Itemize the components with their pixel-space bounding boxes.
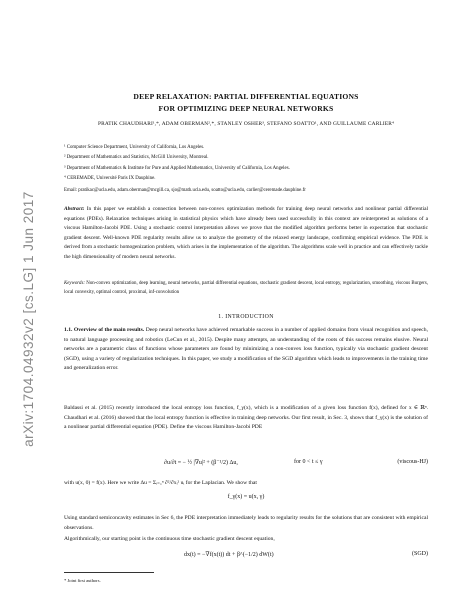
baldassi-paragraph: Baldassi et al. (2015) recently introduced the local entropy loss function, f_γ(x), which is a modification of a given loss function f(x), defined for x ∈ ℝⁿ. Chaudhari et al. (2016) showed that the local entropy function is effective in training deep networks. Our first result, in Sec. 3, shows that f_γ(x) is the solution of a nonlinear partial differential equation (PDE). Define the viscous Hamilton-Jacobi PDE: [64, 405, 428, 431]
paper-title: [64, 91, 428, 115]
abstract: [64, 205, 428, 262]
affiliation-2: ² Department of Mathematics and Statistics, McGill University, Montreal.: [64, 155, 209, 161]
affiliations: [64, 143, 428, 196]
eq1-label: (viscous-HJ): [397, 459, 428, 465]
overview-lead: 1.1. Overview of the main results.: [64, 327, 145, 333]
overview-text: Deep neural networks have achieved remarkable success in a number of applied domains from visual recognition and speech, to natural language processing and robotics (LeCun et al., 2015). Despite many attempts, an understanding of the roots of this success remains elusive. Neural networks are a parametric class of functions whose parameters are found by minimizing a non-convex loss function, typically via stochastic gradient descent (SGD), using a variety of regularization techniques. In this paper, we study a modification of the SGD algorithm which leads to improvements in the training time and generalization error.: [64, 327, 428, 372]
equation-sgd: [64, 549, 428, 565]
overview-paragraph: [64, 326, 428, 374]
affiliation-4: ⁴ CEREMADE, Université Paris IX Dauphine.: [64, 175, 156, 181]
title-line-1: DEEP RELAXATION: PARTIAL DIFFERENTIAL EQUATIONS: [133, 92, 359, 101]
eq1-after-text: with u(x, 0) = f(x). Here we write Δu = Σᵢ₌₁ⁿ ∂²/∂xᵢ² uᵢ for the Laplacian. We show that: [64, 480, 257, 486]
equation-fgamma: f_γ(x) = u(x, γ): [227, 494, 265, 500]
footnote: * Joint first authors.: [64, 578, 101, 583]
eq3-body: dx(t) = −∇f(x(t)) dt + β^(−1/2) dW(t): [184, 552, 274, 558]
keywords-text: Non-convex optimization, deep learning, neural networks, partial differential equations, stochastic gradient descent, local entropy, regularization, smoothing, viscous Burgers, local convexity, optimal control, proximal, inf-convolution: [64, 281, 428, 295]
author-list: PRATIK CHAUDHARI¹,*, ADAM OBERMAN²,*, STANLEY OSHER³, STEFANO SOATTO¹, AND GUILLAUME CARLIER⁴: [97, 121, 395, 127]
equation-viscous-hj: [64, 451, 428, 479]
eq1-lhs: ∂u/∂t = − ½ |∇u|² + (β⁻¹/2) Δu,: [164, 460, 238, 466]
section-heading: 1. INTRODUCTION: [218, 314, 274, 320]
footnote-rule: [64, 572, 154, 573]
eq1-condition: for 0 < t ≤ γ: [294, 459, 323, 465]
abstract-label: Abstract:: [64, 206, 85, 212]
keywords-label: Keywords:: [64, 281, 86, 286]
affiliation-1: ¹ Computer Science Department, University of California, Los Angeles.: [64, 145, 205, 150]
title-line-2: FOR OPTIMIZING DEEP NEURAL NETWORKS: [158, 104, 334, 113]
abstract-text: In this paper we establish a connection between non-convex optimization methods for training deep neural networks and nonlinear partial differential equations (PDEs). Relaxation techniques arising in statistical physics which have already been used successfully in this context are reinterpreted as solutions of a viscous Hamilton-Jacobi PDE. Using a stochastic control interpretation allows we prove that the modified algorithm performs better in expectation that stochastic gradient descent. Well-known PDE regularity results allow us to analyze the geometry of the relaxed energy landscape, confirming empirical evidence. The PDE is derived from a stochastic homogenization problem, which arises in the implementation of the algorithm. The algorithms scale well in practice and can effectively tackle the high dimensionality of modern neural networks.: [64, 206, 428, 260]
eq3-label: (SGD): [412, 551, 428, 557]
arxiv-identifier: arXiv:1704.04932v2 [cs.LG] 1 Jun 2017: [21, 191, 36, 447]
affiliation-3: ³ Department of Mathematics & Institute for Pure and Applied Mathematics, University of California, Los Angeles.: [64, 165, 290, 171]
semiconcavity-paragraph: Using standard semiconcavity estimates in Sec 6, the PDE interpretation immediately leads to regularity results for the solutions that are consistent with empirical observations.: [64, 515, 428, 531]
algorithm-paragraph: Algorithmically, our starting point is the continuous time stochastic gradient descent equation,: [64, 536, 275, 542]
email-line[interactable]: Email: pratikac@ucla.edu, adam.oberman@mcgill.ca, sjo@math.ucla.edu, soatto@ucla.edu, carlier@ceremade.dauphine.fr: [64, 188, 306, 194]
keywords: [64, 280, 428, 297]
